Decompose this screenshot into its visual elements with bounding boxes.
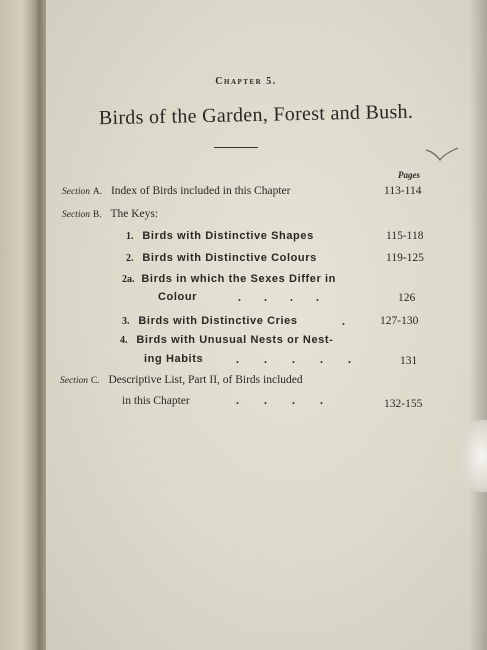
chapter-title: Birds of the Garden, Forest and Bush. [98,100,414,130]
toc-leader-dots-3: . [342,314,345,328]
toc-entry-key-1: 1. Birds with Distinctive Shapes [126,230,314,242]
toc-pages-section-c: 132-155 [384,398,423,410]
page-right-shadow [469,0,487,650]
toc-leader-dots-section-c: . . . . [236,393,323,407]
toc-pages-key-4: 131 [400,355,418,367]
toc-pages-key-3: 127-130 [380,315,419,327]
toc-entry-section-a: Section A. Index of Birds included in this Chapter [62,185,291,197]
toc-entry-section-c-continued: in this Chapter [122,395,190,407]
toc-entry-section-b: Section B. The Keys: [62,208,159,220]
toc-pages-key-2a: 126 [398,292,416,304]
toc-entry-key-4: 4. Birds with Unusual Nests or Nest- [120,334,334,346]
chapter-heading: Chapter 5. [215,76,277,87]
toc-pages-key-1: 115-118 [386,230,424,242]
title-rule [214,147,258,148]
toc-entry-key-2a-continued: Colour [158,291,198,303]
toc-pages-key-2: 119-125 [386,252,424,264]
toc-entry-key-4-continued: ing Habits [144,353,204,365]
toc-pages-section-a: 113-114 [384,185,422,197]
book-page [46,0,487,650]
pages-column-heading: Pages [398,170,420,180]
toc-entry-section-c: Section C. Descriptive List, Part II, of Birds included [60,374,303,386]
pencil-check-mark-icon [424,146,460,170]
toc-leader-dots-4: . . . . . [236,352,351,366]
toc-entry-key-3: 3. Birds with Distinctive Cries [122,315,298,327]
toc-entry-key-2a: 2a. Birds in which the Sexes Differ in [122,273,336,285]
page-tab-mark [461,420,487,492]
book-left-edge [0,0,40,650]
toc-leader-dots-2a: . . . . [238,290,319,304]
toc-entry-key-2: 2. Birds with Distinctive Colours [126,252,317,264]
